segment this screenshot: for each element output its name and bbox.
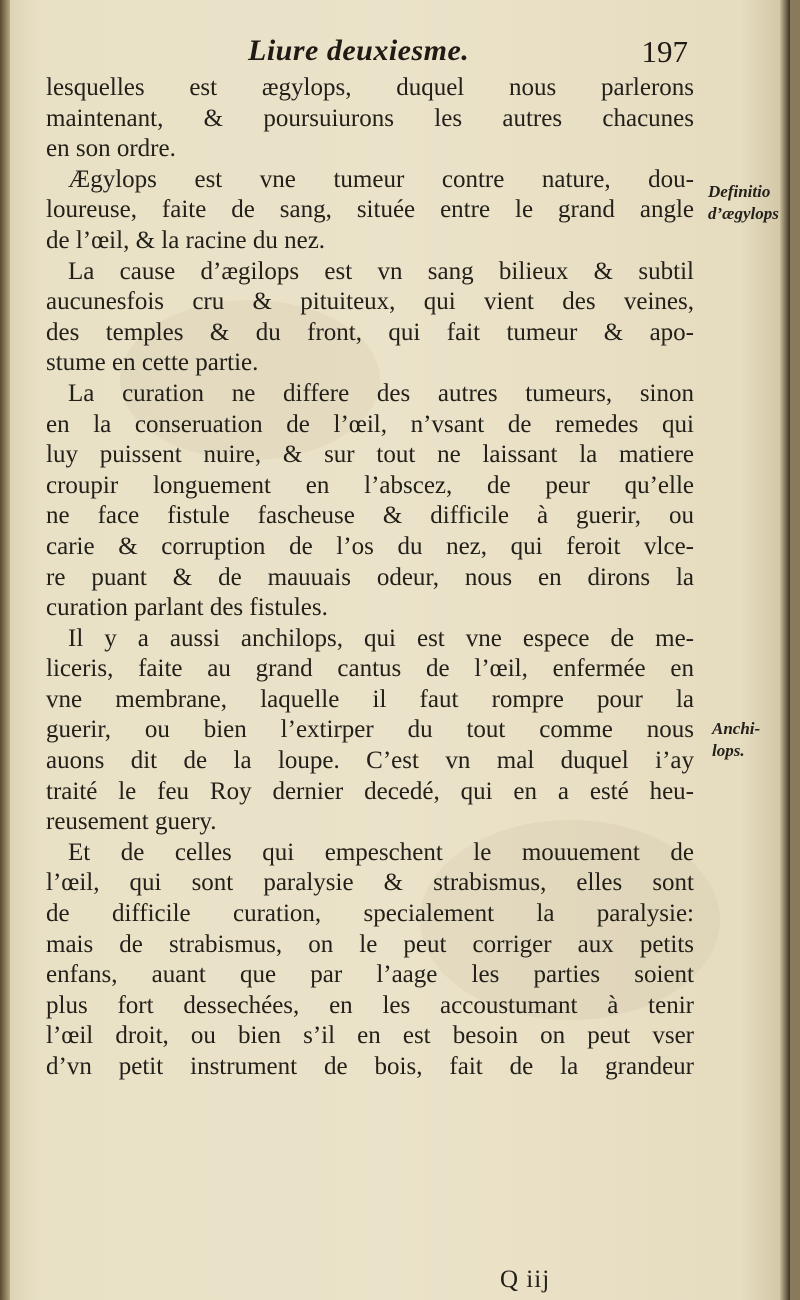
text-line: des temples & du front, qui fait tumeur & apo- xyxy=(46,318,694,346)
text-line: La curation ne differe des autres tumeurs, sinon xyxy=(68,379,694,407)
marginal-note-definition xyxy=(708,181,779,225)
text-line: luy puissent nuire, & sur tout ne laissant la matiere xyxy=(46,441,694,469)
text-line: re puant & de mauuais odeur, nous en dirons la xyxy=(46,563,694,591)
marginal-note-line: d’ægylops xyxy=(708,204,779,223)
text-line: enfans, auant que par l’aage les parties soient xyxy=(46,961,694,989)
text-line: de l’œil, & la racine du nez. xyxy=(46,226,326,254)
text-line: vne membrane, laquelle il faut rompre pour la xyxy=(46,685,694,713)
text-line: reusement guery. xyxy=(46,808,217,836)
text-line: loureuse, faite de sang, située entre le grand angle xyxy=(46,196,694,224)
text-line: ne face fistule fascheuse & difficile à guerir, ou xyxy=(46,502,694,530)
text-line: d’vn petit instrument de bois, fait de la grandeur xyxy=(46,1053,694,1080)
text-line: croupir longuement en l’abscez, de peur qu’elle xyxy=(46,471,694,499)
text-line: auons dit de la loupe. C’est vn mal duquel i’ay xyxy=(46,747,694,775)
text-line: maintenant, & poursuiurons les autres chacunes xyxy=(46,104,694,132)
text-line: mais de strabismus, on le peut corriger aux petits xyxy=(46,930,694,958)
text-line: Il y a aussi anchilops, qui est vne espece de me- xyxy=(68,624,694,652)
marginal-note-line: Anchi- xyxy=(712,719,761,738)
text-line: guerir, ou bien l’extirper du tout comme nous xyxy=(46,716,694,744)
text-line: en son ordre. xyxy=(46,135,176,163)
text-line: l’œil droit, ou bien s’il en est besoin on peut vser xyxy=(46,1022,694,1050)
marginal-note-line: Definitio xyxy=(708,182,771,201)
text-line: lesquelles est ægylops, duquel nous parlerons xyxy=(46,74,694,101)
signature-mark: Q iij xyxy=(500,1266,551,1293)
text-line: Ægylops est vne tumeur contre nature, dou- xyxy=(68,165,694,193)
text-line: aucunesfois cru & pituiteux, qui vient des veines, xyxy=(46,288,694,316)
text-line: curation parlant des fistules. xyxy=(46,594,328,622)
marginal-note-anchilops xyxy=(712,718,760,762)
text-line: de difficile curation, specialement la paralysie: xyxy=(46,900,694,928)
running-title: Liure deuxiesme. xyxy=(248,34,470,67)
text-line: Et de celles qui empeschent le mouuement de xyxy=(68,838,694,866)
text-line: stume en cette partie. xyxy=(46,349,259,377)
page-edge xyxy=(780,0,790,1300)
text-line: plus fort dessechées, en les accoustumant à tenir xyxy=(46,991,694,1019)
marginal-note-line: lops. xyxy=(712,741,745,760)
text-line: traité le feu Roy dernier decedé, qui en a esté heu- xyxy=(46,777,694,805)
page-header xyxy=(48,34,688,74)
text-line: liceris, faite au grand cantus de l’œil, enfermée en xyxy=(46,655,694,683)
body-text xyxy=(46,73,694,1083)
text-line: en la conseruation de l’œil, n’vsant de remedes qui xyxy=(46,410,694,438)
page-number: 197 xyxy=(641,34,688,69)
text-line: carie & corruption de l’os du nez, qui feroit vlce- xyxy=(46,532,694,560)
page-gutter xyxy=(0,0,10,1300)
text-line: l’œil, qui sont paralysie & strabismus, elles sont xyxy=(46,869,694,897)
text-line: La cause d’ægilops est vn sang bilieux & subtil xyxy=(68,257,694,285)
